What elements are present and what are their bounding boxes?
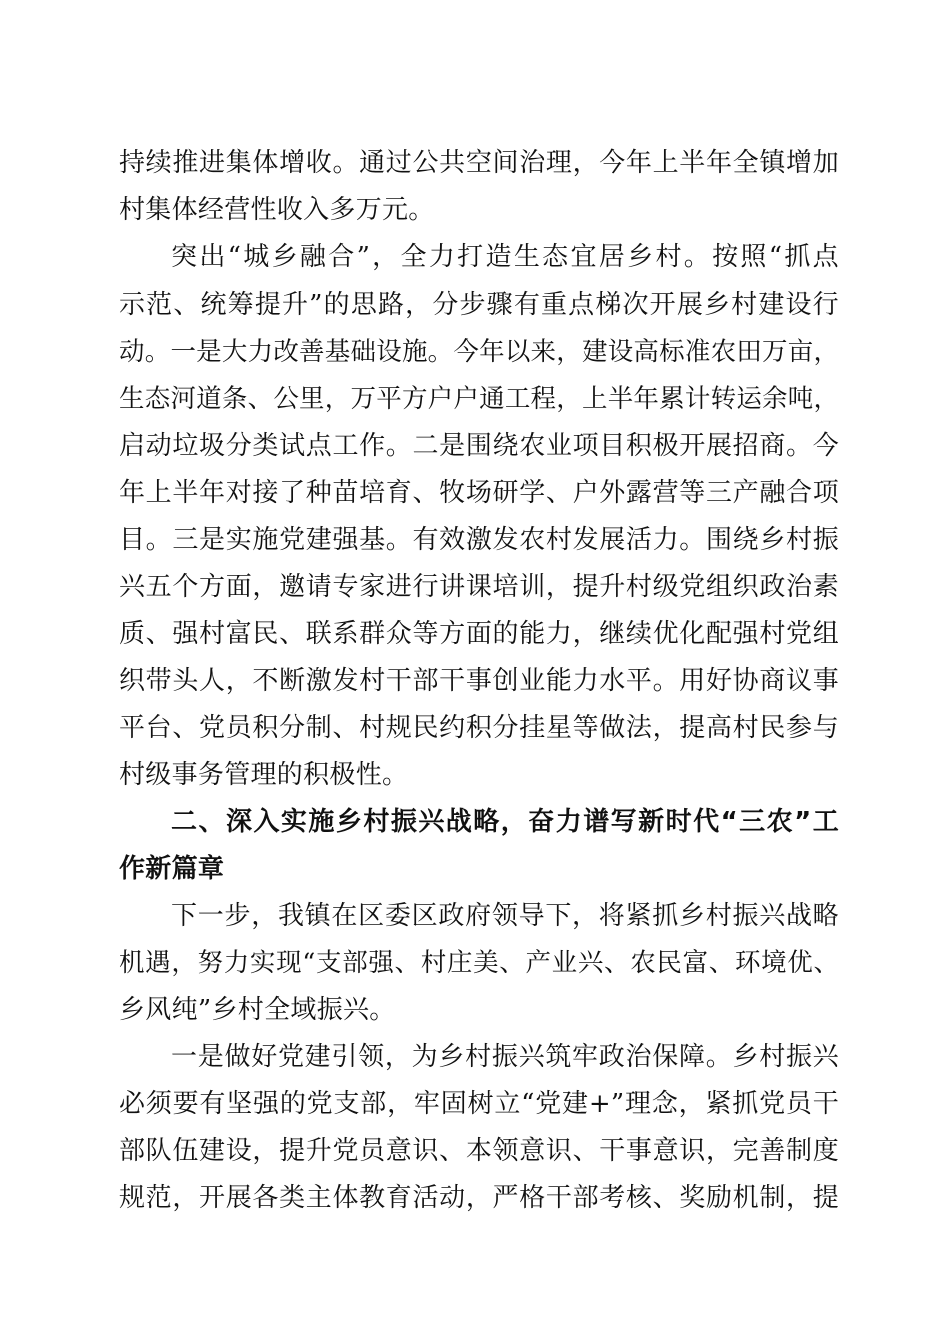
text-line: 织带头人，不断激发村干部干事创业能力水平。用好协商议事 xyxy=(119,666,839,696)
text-line: 示范、统筹提升”的思路，分步骤有重点梯次开展乡村建设行 xyxy=(119,290,839,320)
text-line: 年上半年对接了种苗培育、牧场研学、户外露营等三产融合项 xyxy=(119,478,839,508)
text-line: 村集体经营性收入多万元。 xyxy=(119,195,435,225)
text-line: 生态河道条、公里，万平方户户通工程，上半年累计转运余吨， xyxy=(119,384,839,414)
text-line: 必须要有坚强的党支部，牢固树立“党建+”理念，紧抓党员干 xyxy=(119,1089,839,1119)
text-line: 质、强村富民、联系群众等方面的能力，继续优化配强村党组 xyxy=(119,619,839,649)
text-line: 动。一是大力改善基础设施。今年以来，建设高标准农田万亩， xyxy=(119,337,839,367)
text-line: 平台、党员积分制、村规民约积分挂星等做法，提高村民参与 xyxy=(119,713,839,743)
text-line: 村级事务管理的积极性。 xyxy=(119,760,409,790)
section-heading: 二、深入实施乡村振兴战略，奋力谱写新时代“三农”工 xyxy=(171,807,839,837)
text-line: 启动垃圾分类试点工作。二是围绕农业项目积极开展招商。今 xyxy=(119,431,839,461)
paragraph-first-line: 突出“城乡融合”，全力打造生态宜居乡村。按照“抓点 xyxy=(171,242,839,272)
text-line: 兴五个方面，邀请专家进行讲课培训，提升村级党组织政治素 xyxy=(119,572,839,602)
text-line: 持续推进集体增收。通过公共空间治理，今年上半年全镇增加 xyxy=(119,148,839,178)
paragraph-first-line: 一是做好党建引领，为乡村振兴筑牢政治保障。乡村振兴 xyxy=(171,1042,839,1072)
text-line: 部队伍建设，提升党员意识、本领意识、干事意识，完善制度 xyxy=(119,1136,839,1166)
text-line: 乡风纯”乡村全域振兴。 xyxy=(119,995,396,1025)
paragraph-first-line: 下一步，我镇在区委区政府领导下，将紧抓乡村振兴战略 xyxy=(171,901,839,931)
text-line: 机遇，努力实现“支部强、村庄美、产业兴、农民富、环境优、 xyxy=(119,948,839,978)
text-line: 规范，开展各类主体教育活动，严格干部考核、奖励机制，提 xyxy=(119,1183,839,1213)
section-heading-continued: 作新篇章 xyxy=(119,854,225,884)
text-line: 目。三是实施党建强基。有效激发农村发展活力。围绕乡村振 xyxy=(119,525,839,555)
